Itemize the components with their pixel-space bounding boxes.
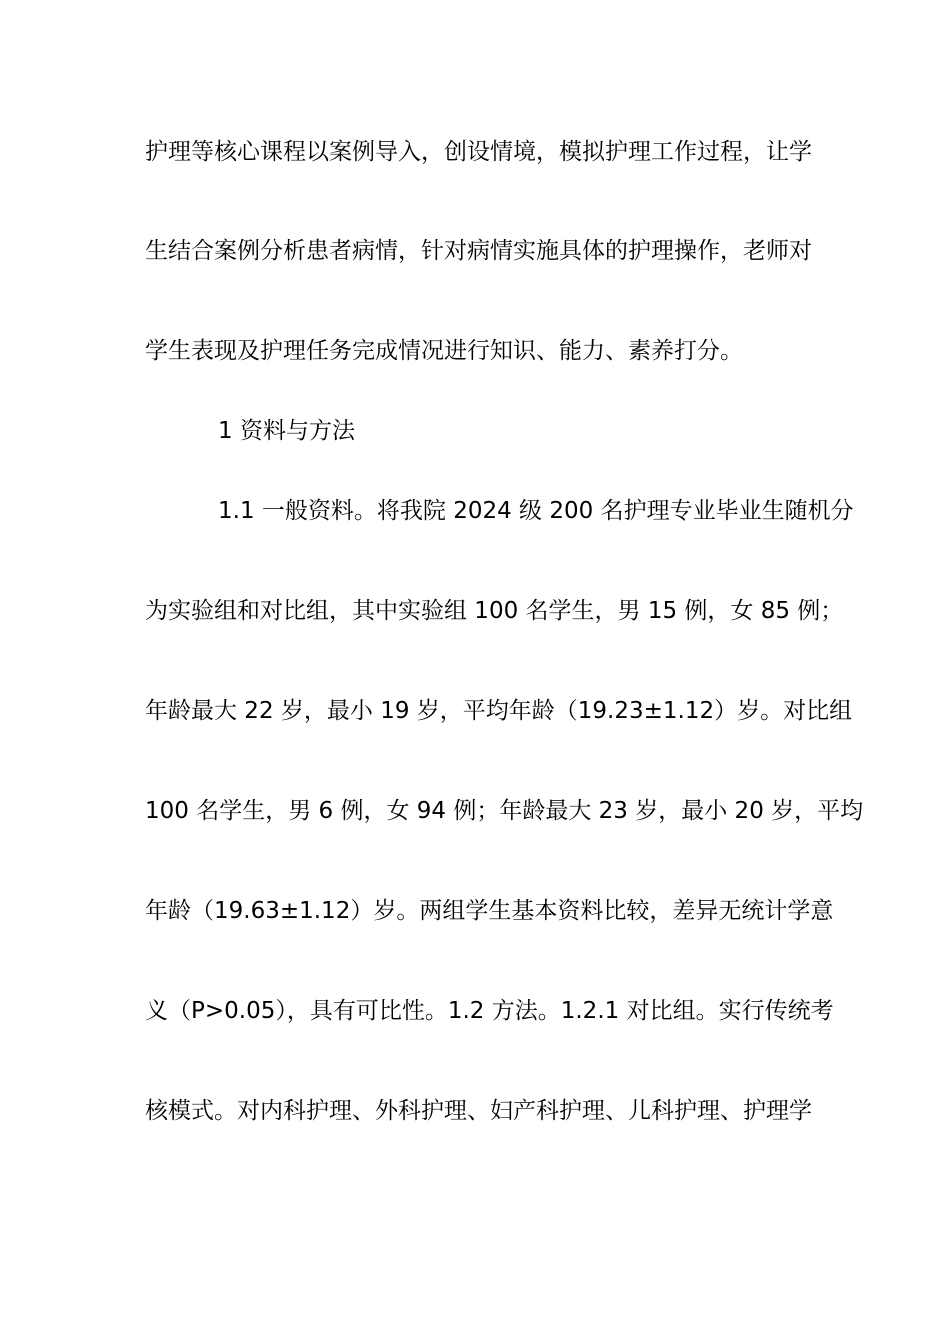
paragraph-line-6: 年龄最大 22 岁，最小 19 岁，平均年龄（19.23±1.12）岁。对比组 <box>145 698 853 724</box>
paragraph-line-1: 护理等核心课程以案例导入，创设情境，模拟护理工作过程，让学 <box>145 139 812 165</box>
paragraph-line-2: 生结合案例分析患者病情，针对病情实施具体的护理操作，老师对 <box>145 238 812 264</box>
paragraph-line-7: 100 名学生，男 6 例，女 94 例；年龄最大 23 岁，最小 20 岁，平均 <box>145 798 864 824</box>
paragraph-line-3: 学生表现及护理任务完成情况进行知识、能力、素养打分。 <box>145 338 743 364</box>
paragraph-line-5: 为实验组和对比组，其中实验组 100 名学生，男 15 例，女 85 例； <box>145 598 844 624</box>
paragraph-line-8: 年龄（19.63±1.12）岁。两组学生基本资料比较，差异无统计学意 <box>145 898 834 924</box>
paragraph-line-10: 核模式。对内科护理、外科护理、妇产科护理、儿科护理、护理学 <box>145 1098 812 1124</box>
section-heading: 1 资料与方法 <box>218 418 355 444</box>
paragraph-line-9: 义（P>0.05），具有可比性。1.2 方法。1.2.1 对比组。实行传统考 <box>145 998 834 1024</box>
paragraph-line-4: 1.1 一般资料。将我院 2024 级 200 名护理专业毕业生随机分 <box>218 498 854 524</box>
